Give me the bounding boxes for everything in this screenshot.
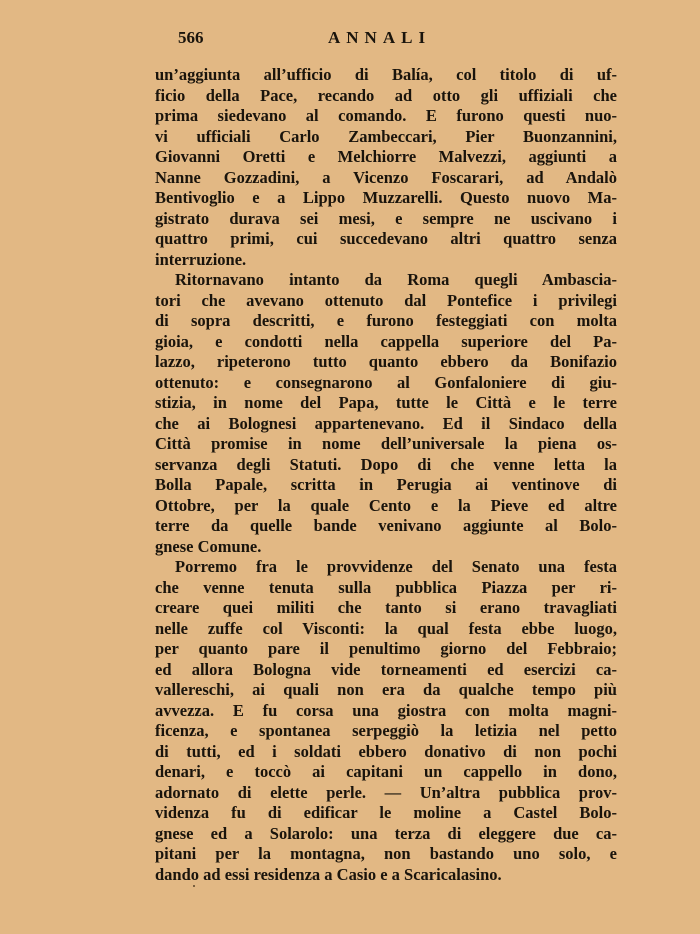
- text-line: vi ufficiali Carlo Zambeccari, Pier Buonzannini,: [155, 126, 617, 146]
- paragraph: [155, 270, 617, 557]
- text-line: creare quei militi che tanto si erano travagliati: [155, 598, 617, 617]
- text-line: gnese ed a Solarolo: una terza di eleggere due ca-: [155, 823, 617, 843]
- text-line: di tutti, ed i soldati ebbero donativo di non pochi: [155, 741, 617, 761]
- text-line: Porremo fra le provvidenze del Senato una festa: [175, 557, 617, 576]
- text-line: Bentivoglio e a Lippo Muzzarelli. Questo nuovo Ma-: [155, 188, 617, 207]
- text-line: videnza fu di edificar le moline a Castel Bolo-: [155, 803, 617, 822]
- text-line: per quanto pare il penultimo giorno del Febbraio;: [155, 639, 617, 658]
- page-header: [178, 28, 618, 50]
- page-number: 566: [178, 28, 204, 47]
- text-line: Bolla Papale, scritta in Perugia ai ventinove di: [155, 475, 617, 494]
- text-line: un’aggiunta all’ufficio di Balía, col titolo di uf-: [155, 65, 617, 84]
- text-line: tori che avevano ottenuto dal Pontefice i privilegi: [155, 290, 617, 310]
- paragraph: [155, 65, 617, 270]
- text-line: gnese Comune.: [155, 536, 262, 556]
- text-line: terre da quelle bande venivano aggiunte al Bolo-: [155, 516, 617, 535]
- text-line: gistrato durava sei mesi, e sempre ne uscivano i: [155, 208, 617, 228]
- text-line: Ritornavano intanto da Roma quegli Ambascia-: [175, 270, 617, 289]
- text-line: lazzo, ripeterono tutto quanto ebbero da Bonifazio: [155, 352, 617, 371]
- print-speck: [193, 885, 195, 887]
- text-line: quattro primi, cui succedevano altri quattro senza: [155, 229, 617, 248]
- paragraph: [155, 557, 617, 885]
- running-title: ANNALI: [328, 28, 432, 47]
- text-line: Ottobre, per la quale Cento e la Pieve ed altre: [155, 495, 617, 515]
- text-line: Giovanni Oretti e Melchiorre Malvezzi, aggiunti a: [155, 147, 617, 166]
- text-line: Nanne Gozzadini, a Vicenzo Foscarari, ad Andalò: [155, 167, 617, 187]
- text-line: adornato di elette perle. — Un’altra pubblica prov-: [155, 782, 617, 802]
- text-line: ed allora Bologna vide torneamenti ed esercizi ca-: [155, 659, 617, 679]
- text-line: che venne tenuta sulla pubblica Piazza per ri-: [155, 577, 617, 597]
- text-line: prima siedevano al comando. E furono questi nuo-: [155, 106, 617, 125]
- text-line: che ai Bolognesi appartenevano. Ed il Sindaco della: [155, 413, 617, 433]
- text-line: interruzione.: [155, 249, 247, 269]
- text-line: stizia, in nome del Papa, tutte le Città e le terre: [155, 393, 617, 412]
- text-line: denari, e toccò ai capitani un cappello in dono,: [155, 762, 617, 781]
- text-line: dando ad essi residenza a Casio e a Scaricalasino.: [155, 864, 502, 884]
- body-text: [155, 65, 617, 885]
- text-line: avvezza. E fu corsa una giostra con molta magni-: [155, 700, 617, 720]
- text-line: ficio della Pace, recando ad otto gli uffiziali che: [155, 85, 617, 105]
- text-line: ottenuto: e consegnarono al Gonfaloniere di giu-: [155, 372, 617, 392]
- text-line: vallereschi, ai quali non era da qualche tempo più: [155, 680, 617, 699]
- text-line: Città promise in nome dell’universale la piena os-: [155, 434, 617, 453]
- text-line: ficenza, e spontanea serpeggiò la letizia nel petto: [155, 721, 617, 740]
- text-line: pitani per la montagna, non bastando uno solo, e: [155, 844, 617, 863]
- text-line: servanza degli Statuti. Dopo di che venne letta la: [155, 454, 617, 474]
- text-line: di sopra descritti, e furono festeggiati con molta: [155, 311, 617, 330]
- text-line: nelle zuffe col Visconti: la qual festa ebbe luogo,: [155, 618, 617, 638]
- text-line: gioia, e condotti nella cappella superiore del Pa-: [155, 331, 617, 351]
